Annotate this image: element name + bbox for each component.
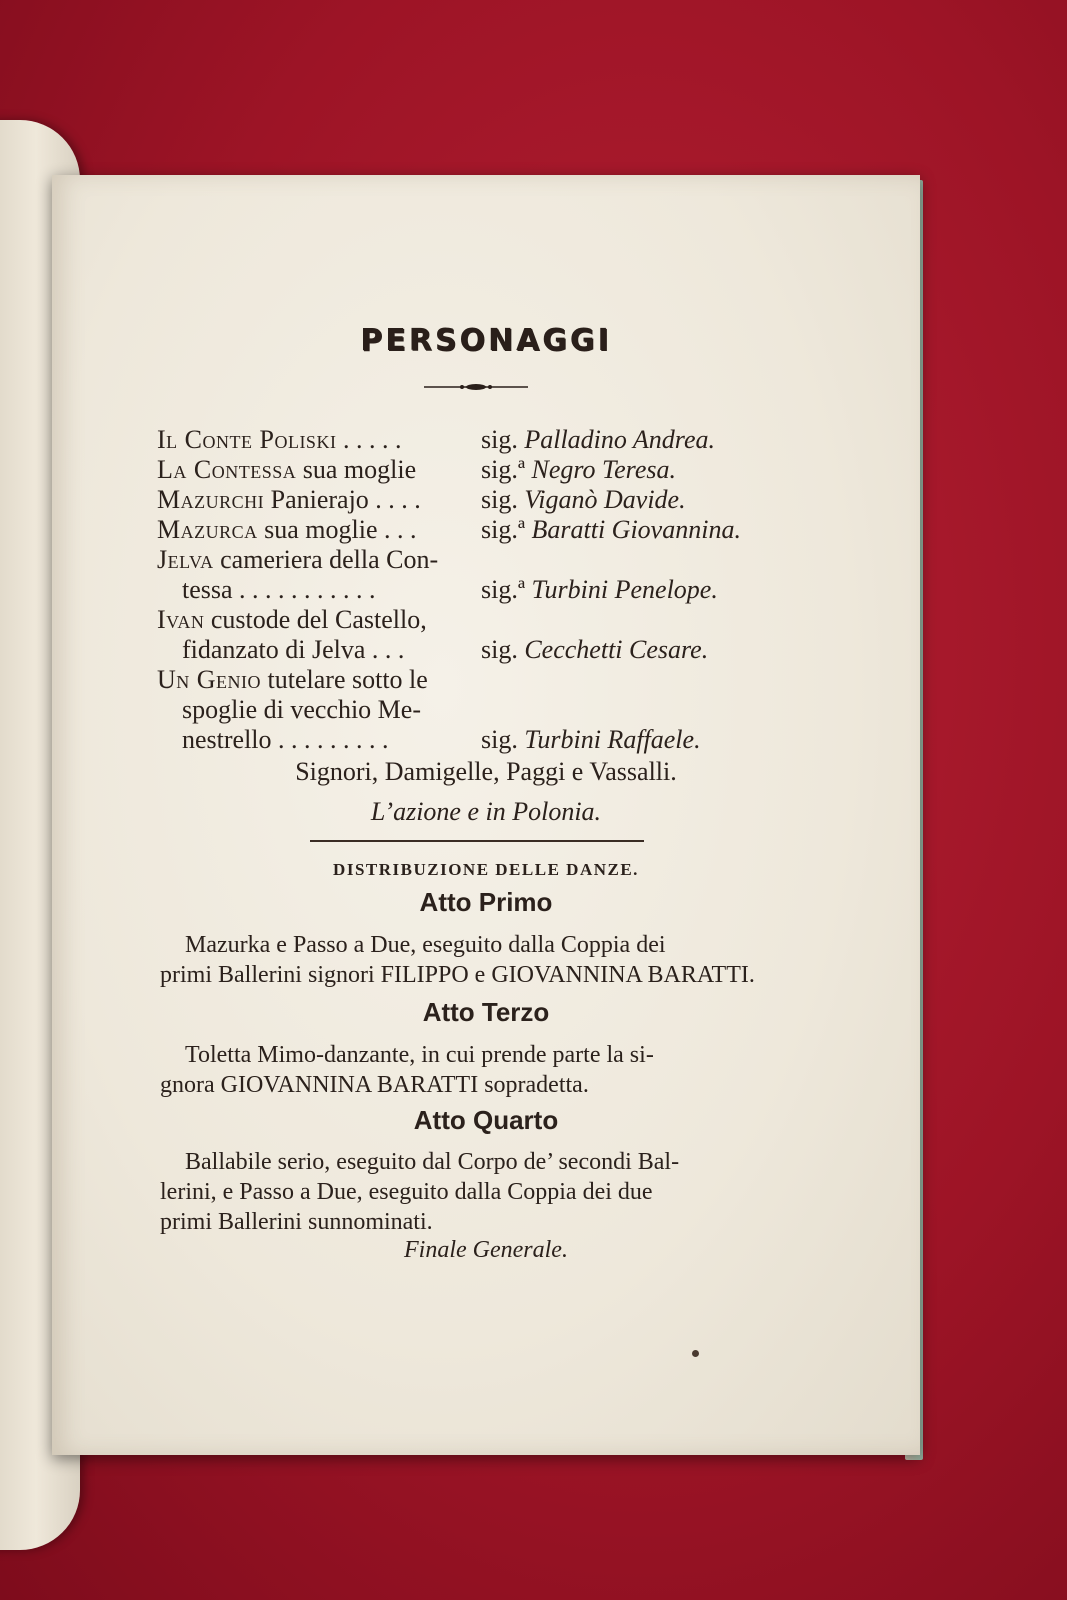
role-name: Mazurca	[157, 515, 258, 544]
act-title-terzo: Atto Terzo	[422, 997, 550, 1027]
role-line	[157, 575, 477, 605]
ensemble-line: Signori, Damigelle, Paggi e Vassalli.	[295, 757, 677, 786]
cast-role	[157, 485, 477, 515]
role-description: custode del Castello,	[204, 605, 427, 634]
act-description-primo	[160, 930, 790, 990]
section-divider	[310, 840, 644, 842]
role-description: tessa . . . . . . . . . . .	[182, 575, 376, 604]
act-title-quarto: Atto Quarto	[413, 1105, 559, 1135]
cast-role	[157, 605, 477, 665]
role-line	[157, 695, 477, 725]
cast-actor	[477, 425, 837, 455]
act-description-quarto	[160, 1147, 790, 1237]
role-name: Jelva	[157, 545, 214, 574]
act-line: gnora GIOVANNINA BARATTI sopradetta.	[160, 1072, 589, 1098]
cast-actor	[477, 725, 837, 755]
cast-role	[157, 425, 477, 455]
cast-row	[157, 665, 837, 755]
role-description: sua moglie . . .	[257, 515, 417, 544]
role-description: cameriera della Con-	[213, 545, 439, 574]
role-line	[157, 425, 477, 455]
act-line: Ballabile serio, eseguito dal Corpo de’ secondi Bal-	[185, 1149, 680, 1175]
cast-row	[157, 605, 837, 665]
cast-role	[157, 515, 477, 545]
honorific: sig.	[481, 485, 518, 514]
page-title: PERSONAGGI	[360, 323, 612, 358]
role-line	[157, 545, 477, 575]
role-name: Il Conte Poliski	[157, 425, 337, 454]
role-description: . . . . .	[336, 425, 402, 454]
cast-actor	[477, 485, 837, 515]
cast-actor	[477, 455, 837, 485]
role-description: spoglie di vecchio Me-	[182, 695, 421, 724]
cast-actor	[477, 575, 837, 605]
role-description: fidanzato di Jelva . . .	[182, 635, 405, 664]
distribution-heading: DISTRIBUZIONE DELLE DANZE.	[333, 860, 639, 879]
actor-name: Turbini Raffaele.	[524, 725, 701, 754]
cast-role	[157, 665, 477, 755]
cast-row	[157, 485, 837, 515]
role-line	[157, 605, 477, 635]
actor-name: Baratti Giovannina.	[531, 515, 741, 544]
role-description: nestrello . . . . . . . . .	[182, 725, 389, 754]
act-line: Toletta Mimo-danzante, in cui prende parte la si-	[185, 1042, 654, 1068]
cast-row	[157, 455, 837, 485]
role-name: Un Genio	[157, 665, 262, 694]
role-description: Panierajo . . . .	[264, 485, 421, 514]
title-ornament	[424, 383, 528, 391]
role-description: tutelare sotto le	[261, 665, 428, 694]
act-line: primi Ballerini signori FILIPPO e GIOVANNINA BARATTI.	[160, 962, 755, 988]
cast-row	[157, 545, 837, 605]
actor-name: Viganò Davide.	[524, 485, 686, 514]
cast-role	[157, 455, 477, 485]
act-line: lerini, e Passo a Due, eseguito dalla Coppia dei due	[160, 1179, 653, 1205]
cast-list	[157, 425, 837, 755]
act-line: primi Ballerini sunnominati.	[160, 1209, 433, 1235]
honorific: sig.	[481, 725, 518, 754]
honorific: sig.	[481, 425, 518, 454]
cast-row	[157, 515, 837, 545]
cast-role	[157, 545, 477, 605]
actor-name: Turbini Penelope.	[531, 575, 718, 604]
honorific: sig.ª	[481, 575, 526, 604]
role-name: Ivan	[157, 605, 205, 634]
act-title-primo: Atto Primo	[419, 887, 553, 917]
cast-actor	[477, 635, 837, 665]
paper-speck	[692, 1350, 699, 1357]
actor-name: Negro Teresa.	[531, 455, 676, 484]
actor-name: Palladino Andrea.	[524, 425, 716, 454]
cast-row	[157, 425, 837, 455]
act-description-terzo	[160, 1040, 790, 1100]
role-name: La Contessa	[157, 455, 297, 484]
role-line	[157, 485, 477, 515]
honorific: sig.ª	[481, 455, 526, 484]
setting-line: L’azione e in Polonia.	[370, 797, 602, 826]
actor-name: Cecchetti Cesare.	[524, 635, 709, 664]
role-name: Mazurchi	[157, 485, 265, 514]
role-description: sua moglie	[296, 455, 417, 484]
honorific: sig.ª	[481, 515, 526, 544]
role-line	[157, 635, 477, 665]
role-line	[157, 725, 477, 755]
role-line	[157, 665, 477, 695]
role-line	[157, 455, 477, 485]
finale-line: Finale Generale.	[404, 1237, 568, 1263]
cast-actor	[477, 515, 837, 545]
act-line: Mazurka e Passo a Due, eseguito dalla Coppia dei	[185, 932, 666, 958]
role-line	[157, 515, 477, 545]
book-page	[52, 175, 920, 1455]
honorific: sig.	[481, 635, 518, 664]
